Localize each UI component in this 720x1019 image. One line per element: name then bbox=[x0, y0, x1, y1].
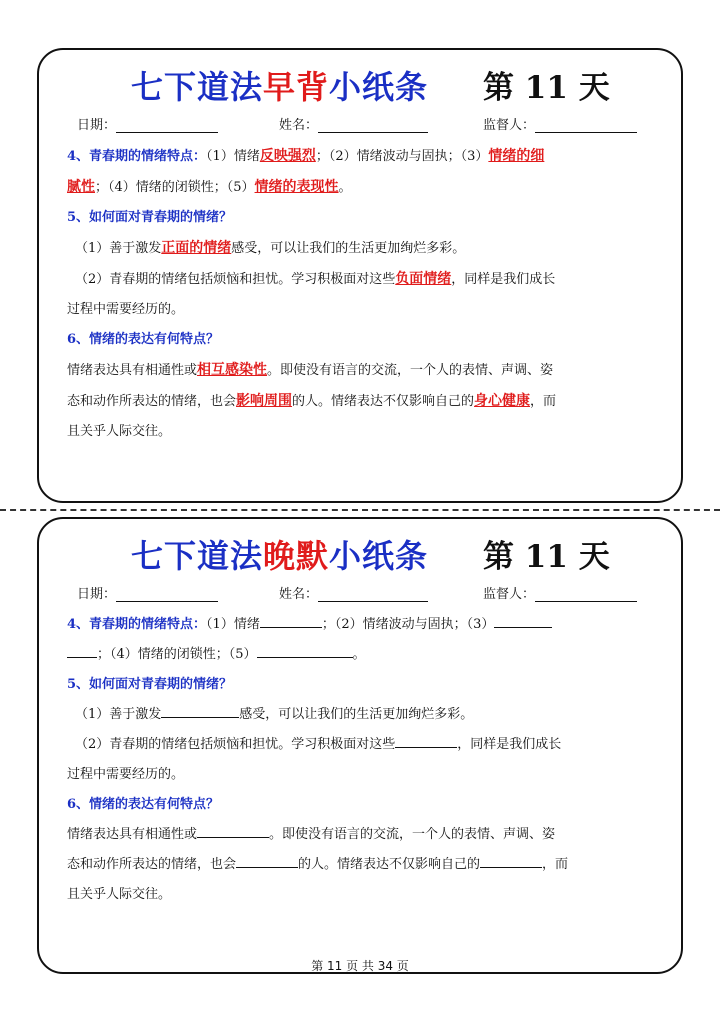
answer: 反映强烈 bbox=[259, 148, 316, 164]
name-blank bbox=[318, 118, 428, 133]
title-part: 七下道法 bbox=[131, 68, 264, 106]
answer: 情绪的细 bbox=[488, 148, 545, 164]
fill-blank[interactable] bbox=[395, 732, 457, 748]
date-label: 日期： bbox=[77, 587, 117, 602]
fill-blank[interactable] bbox=[197, 822, 269, 838]
day-label: 第 11 天 bbox=[483, 539, 610, 575]
supervisor-blank bbox=[535, 587, 637, 602]
content bbox=[67, 141, 655, 447]
text: 且关乎人际交往。 bbox=[67, 887, 172, 902]
date-field bbox=[77, 583, 218, 602]
name-label: 姓名： bbox=[279, 587, 319, 602]
text: ，而 bbox=[542, 857, 569, 872]
fill-blank[interactable] bbox=[494, 612, 552, 628]
text: 情绪表达具有相通性或 bbox=[67, 363, 198, 378]
text: ；（4）情绪的闭锁性；（5） bbox=[95, 180, 255, 195]
text: （2）青春期的情绪包括烦恼和担忧。学习积极面对这些 bbox=[75, 737, 396, 752]
text: 且关乎人际交往。 bbox=[67, 424, 172, 439]
text: （1）善于激发 bbox=[75, 707, 162, 722]
page-footer: 第 11 页 共 34 页 bbox=[311, 959, 409, 973]
answer: 身心健康 bbox=[474, 393, 531, 409]
text: ，同样是我们成长 bbox=[457, 737, 562, 752]
supervisor-label: 监督人： bbox=[483, 118, 536, 133]
supervisor-field bbox=[483, 114, 637, 133]
answer: 正面的情绪 bbox=[161, 240, 232, 256]
answer: 影响周围 bbox=[236, 393, 293, 409]
title-row bbox=[39, 531, 681, 577]
cut-line bbox=[0, 509, 720, 511]
answer: 负面情绪 bbox=[395, 271, 452, 287]
content bbox=[67, 610, 655, 910]
text: 的人。情绪表达不仅影响自己的 bbox=[298, 857, 481, 872]
info-row bbox=[39, 114, 681, 134]
answer: 情绪的表现性 bbox=[254, 179, 339, 195]
name-blank bbox=[318, 587, 428, 602]
q4-heading: 4、青春期的情绪特点： bbox=[67, 617, 207, 632]
q5-item-1 bbox=[67, 233, 655, 264]
text: 情绪表达具有相通性或 bbox=[67, 827, 198, 842]
fill-blank[interactable] bbox=[257, 642, 353, 658]
text: ；（4）情绪的闭锁性；（5） bbox=[97, 647, 257, 662]
supervisor-label: 监督人： bbox=[483, 587, 536, 602]
morning-card bbox=[37, 48, 683, 503]
info-row bbox=[39, 583, 681, 603]
title-part: 七下道法 bbox=[131, 537, 264, 575]
title-row bbox=[39, 62, 681, 108]
date-blank bbox=[116, 118, 218, 133]
answer: 腻性 bbox=[67, 179, 95, 195]
q4-heading: 4、青春期的情绪特点： bbox=[67, 149, 207, 164]
fill-blank[interactable] bbox=[67, 642, 97, 658]
text: 。即使没有语言的交流，一个人的表情、声调、姿 bbox=[269, 827, 556, 842]
text: 态和动作所表达的情绪，也会 bbox=[67, 857, 237, 872]
q6-heading: 6、情绪的表达有何特点？ bbox=[67, 797, 220, 812]
text: 。即使没有语言的交流，一个人的表情、声调、姿 bbox=[267, 363, 554, 378]
text: （1）善于激发 bbox=[75, 241, 162, 256]
answer: 相互感染性 bbox=[197, 362, 268, 378]
fill-blank[interactable] bbox=[260, 612, 322, 628]
text: ，而 bbox=[530, 394, 557, 409]
page-title bbox=[131, 62, 428, 108]
title-highlight: 晚默 bbox=[263, 537, 330, 575]
fill-blank[interactable] bbox=[161, 702, 239, 718]
q5-heading: 5、如何面对青春期的情绪？ bbox=[67, 210, 233, 225]
date-blank bbox=[116, 587, 218, 602]
text: ；（2）情绪波动与固执；（3） bbox=[321, 617, 495, 632]
q5-item-2 bbox=[67, 730, 655, 760]
text: ；（2）情绪波动与固执；（3） bbox=[315, 149, 489, 164]
name-field bbox=[279, 583, 428, 602]
evening-card bbox=[37, 517, 683, 974]
text: （2）青春期的情绪包括烦恼和担忧。学习积极面对这些 bbox=[75, 272, 396, 287]
text: ，同样是我们成长 bbox=[451, 272, 556, 287]
supervisor-field bbox=[483, 583, 637, 602]
text: 态和动作所表达的情绪，也会 bbox=[67, 394, 237, 409]
q6-para bbox=[67, 820, 655, 910]
q5-heading: 5、如何面对青春期的情绪？ bbox=[67, 677, 233, 692]
q6-heading: 6、情绪的表达有何特点？ bbox=[67, 332, 220, 347]
date-field bbox=[77, 114, 218, 133]
name-field bbox=[279, 114, 428, 133]
fill-blank[interactable] bbox=[480, 852, 542, 868]
title-part: 小纸条 bbox=[329, 68, 429, 106]
q6-para bbox=[67, 355, 655, 447]
date-label: 日期： bbox=[77, 118, 117, 133]
page-title bbox=[131, 531, 428, 577]
q5-item-2 bbox=[67, 264, 655, 295]
q5-item-1 bbox=[67, 700, 655, 730]
text: 感受，可以让我们的生活更加绚烂多彩。 bbox=[231, 241, 466, 256]
q4-para bbox=[67, 141, 655, 203]
text: 。 bbox=[338, 180, 352, 195]
fill-blank[interactable] bbox=[236, 852, 298, 868]
text: 的人。情绪表达不仅影响自己的 bbox=[292, 394, 475, 409]
q5-item-2-cont: 过程中需要经历的。 bbox=[67, 767, 185, 782]
day-label: 第 11 天 bbox=[483, 70, 610, 106]
text: 感受，可以让我们的生活更加绚烂多彩。 bbox=[239, 707, 474, 722]
q4-para bbox=[67, 610, 655, 670]
q5-item-2-cont: 过程中需要经历的。 bbox=[67, 302, 185, 317]
text: （1）情绪 bbox=[206, 149, 260, 164]
name-label: 姓名： bbox=[279, 118, 319, 133]
supervisor-blank bbox=[535, 118, 637, 133]
title-highlight: 早背 bbox=[263, 68, 330, 106]
title-part: 小纸条 bbox=[329, 537, 429, 575]
text: 。 bbox=[352, 647, 366, 662]
text: （1）情绪 bbox=[206, 617, 260, 632]
